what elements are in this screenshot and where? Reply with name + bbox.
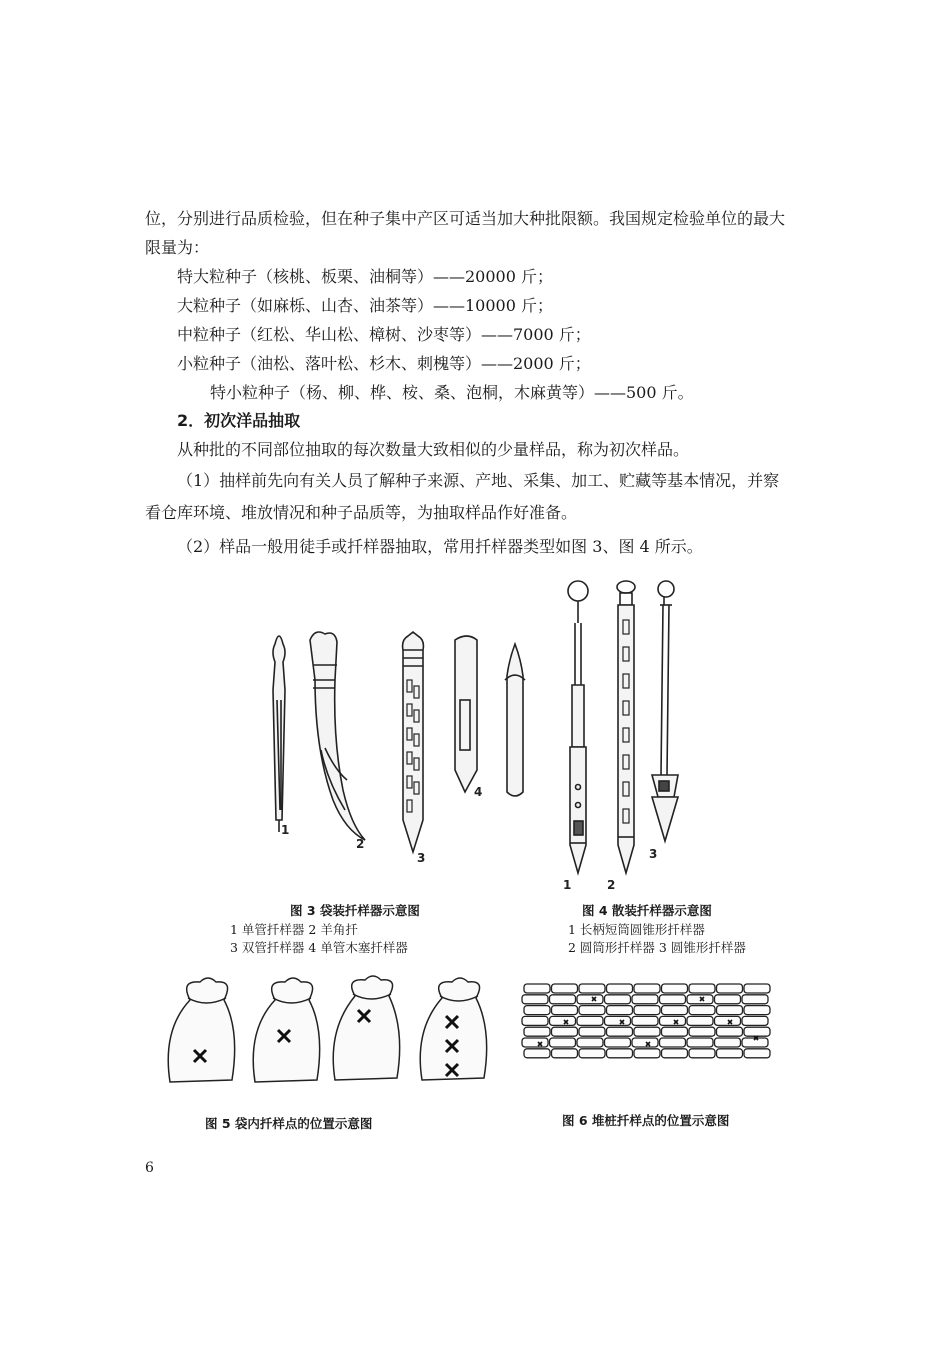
stack-bag [717, 1027, 743, 1036]
stack-bag [662, 984, 688, 993]
stack-bag [577, 1016, 603, 1025]
fig3-label-1: 1 [281, 823, 290, 837]
stack-bag [579, 1027, 605, 1036]
fig3-label-2: 2 [356, 837, 365, 851]
fig6-title: 图 6 堆桩扦样点的位置示意图 [562, 1113, 730, 1128]
stack-bag [605, 995, 631, 1004]
sack-3 [333, 976, 399, 1080]
stack-bag [552, 1027, 578, 1036]
stack-bag [522, 1016, 548, 1025]
stack-bag [607, 1006, 633, 1015]
body-line-1: 位，分别进行品质检验，但在种子集中产区可适当加大种批限额。我国规定检验单位的最大 [145, 209, 786, 228]
stack-bag [579, 984, 605, 993]
stack-bag [632, 1016, 658, 1025]
stack-bag [552, 984, 578, 993]
stack-bag [744, 1006, 770, 1015]
stack-bag [687, 1038, 713, 1047]
stack-bag [715, 995, 741, 1004]
page-number: 6 [145, 1160, 154, 1176]
stack-bag [660, 1038, 686, 1047]
body-line-2: 限量为： [145, 238, 210, 257]
stack-bag [660, 995, 686, 1004]
stack-bag [524, 984, 550, 993]
sack-1 [168, 978, 234, 1082]
section-heading: 2．初次洋品抽取 [177, 411, 301, 430]
stack-bag [689, 1006, 715, 1015]
stack-bag [577, 1038, 603, 1047]
stack-bag [717, 1006, 743, 1015]
stack-bag [634, 1006, 660, 1015]
stack-bag [689, 984, 715, 993]
stack-bag [522, 1038, 548, 1047]
stack-bag [607, 984, 633, 993]
stack-bag [524, 1027, 550, 1036]
stack-bag [717, 984, 743, 993]
fig4-label-2: 2 [607, 878, 616, 892]
list-item-large: 大粒种子（如麻栎、山杏、油茶等）——10000 斤； [177, 296, 553, 315]
figure-4-bulk-samplers [548, 575, 698, 895]
figure-6-stack-sampling-points [522, 984, 778, 1064]
stack-bag [634, 1049, 660, 1058]
stack-bag [524, 1006, 550, 1015]
fig4-label-1: 1 [563, 878, 572, 892]
stack-bag [744, 1049, 770, 1058]
stack-bag [579, 1049, 605, 1058]
stack-bag [689, 1049, 715, 1058]
stack-bag [744, 984, 770, 993]
fig4-legend-line-1: 1 长柄短筒圆锥形扦样器 [568, 922, 705, 937]
paragraph-step-1b: 看仓库环境、堆放情况和种子品质等，为抽取样品作好准备。 [145, 503, 578, 522]
paragraph-step-1a: （1）抽样前先向有关人员了解种子来源、产地、采集、加工、贮藏等基本情况，并察 [177, 471, 780, 490]
list-item-extra-large: 特大粒种子（核桃、板栗、油桐等）——20000 斤； [177, 267, 553, 286]
list-item-medium: 中粒种子（红松、华山松、樟树、沙枣等）——7000 斤； [177, 325, 591, 344]
fig4-legend-line-2: 2 圆筒形扦样器 3 圆锥形扦样器 [568, 940, 746, 955]
stack-bag [742, 1016, 768, 1025]
fig3-legend-line-1: 1 单管扦样器 2 羊角扦 [230, 922, 358, 937]
stack-bag [550, 1016, 576, 1025]
fig5-title: 图 5 袋内扦样点的位置示意图 [205, 1116, 373, 1131]
sack-2 [253, 978, 319, 1082]
stack-bag [689, 1027, 715, 1036]
list-item-extra-small: 特小粒种子（杨、柳、桦、桉、桑、泡桐，木麻黄等）——500 斤。 [210, 383, 694, 402]
stack-bag [744, 1027, 770, 1036]
stack-bag [607, 1049, 633, 1058]
stack-bag [605, 1016, 631, 1025]
stack-bag [662, 1027, 688, 1036]
figure-5-sack-sampling-points [160, 970, 500, 1090]
stack-bag [662, 1006, 688, 1015]
stack-bag [550, 995, 576, 1004]
stack-bag [742, 995, 768, 1004]
stack-bag [660, 1016, 686, 1025]
stack-bag [634, 1027, 660, 1036]
fig3-title: 图 3 袋装扦样器示意图 [290, 903, 420, 918]
stack-bag [634, 984, 660, 993]
figure-3-bag-samplers [255, 620, 535, 870]
fig3-legend-line-2: 3 双管扦样器 4 单管木塞扦样器 [230, 940, 408, 955]
stack-bag [522, 995, 548, 1004]
fig3-label-3: 3 [417, 851, 426, 865]
stack-bag [577, 995, 603, 1004]
stack-bag [552, 1049, 578, 1058]
fig3-label-4: 4 [474, 785, 483, 799]
stack-bag [552, 1006, 578, 1015]
stack-bag [632, 1038, 658, 1047]
stack-bag [605, 1038, 631, 1047]
list-item-small: 小粒种子（油松、落叶松、杉木、刺槐等）——2000 斤； [177, 354, 591, 373]
stack-bag [687, 995, 713, 1004]
fig4-label-3: 3 [649, 847, 658, 861]
sack-4 [420, 978, 486, 1080]
paragraph-step-2: （2）样品一般用徒手或扦样器抽取，常用扦样器类型如图 3、图 4 所示。 [177, 537, 703, 556]
stack-bag [715, 1016, 741, 1025]
stack-bag [579, 1006, 605, 1015]
stack-bag [524, 1049, 550, 1058]
stack-bag [687, 1016, 713, 1025]
stack-bag [632, 995, 658, 1004]
stack-bag [607, 1027, 633, 1036]
stack-bag [662, 1049, 688, 1058]
stack-bag [550, 1038, 576, 1047]
paragraph-definition: 从种批的不同部位抽取的每次数量大致相似的少量样品，称为初次样品。 [177, 440, 690, 459]
stack-bag [715, 1038, 741, 1047]
fig4-title: 图 4 散装扦样器示意图 [582, 903, 712, 918]
stack-bag [717, 1049, 743, 1058]
